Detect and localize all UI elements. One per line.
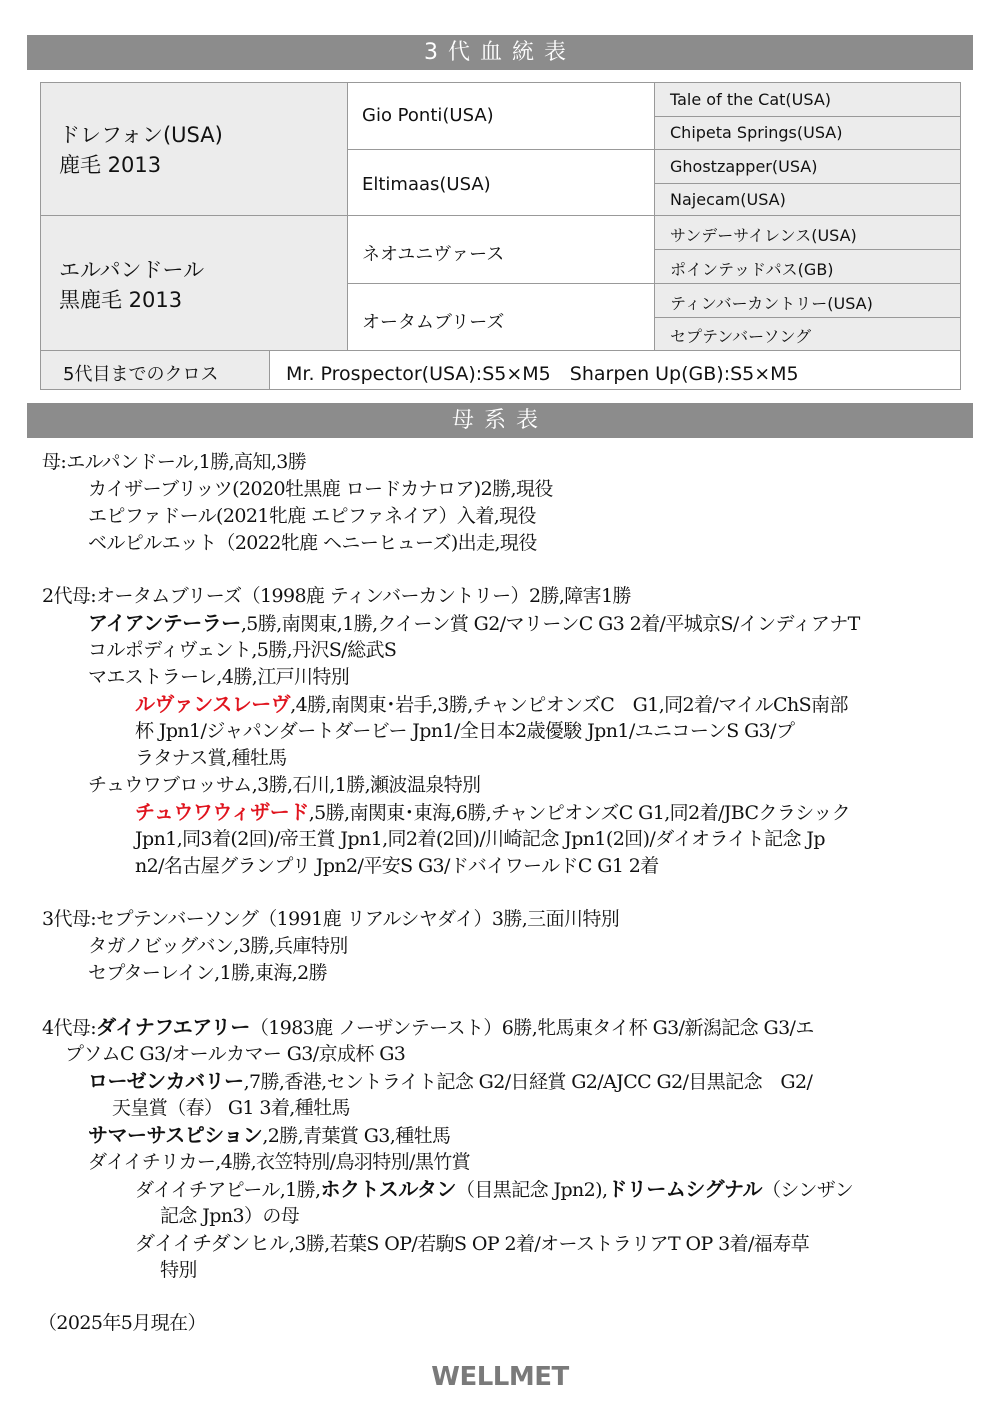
family-entry — [135, 1177, 853, 1202]
great-grandparent-name: ティンバーカントリー(USA) — [670, 294, 873, 313]
dam-offspring: エピファドール(2021牝鹿 エピファネイア）入着,現役 — [88, 505, 536, 527]
great-grandparent-cell — [654, 283, 961, 318]
family-entry — [135, 1231, 809, 1256]
great-grandparent-name: セプテンバーソング — [670, 327, 812, 346]
horse-name: ローゼンカバリー — [88, 1069, 244, 1093]
wellmet-logo: WELLMET — [431, 1362, 569, 1392]
great-grandparent-cell — [654, 317, 961, 351]
horse-name: ダイナフエアリー — [96, 1015, 250, 1039]
horse-name: サマーサスピション — [88, 1123, 263, 1147]
fourth-dam-line — [42, 1015, 814, 1040]
entry-continuation: 記念 Jpn3）の母 — [160, 1205, 300, 1227]
family-entry: ダイイチリカー,4勝,衣笠特別/鳥羽特別/黒竹賞 — [88, 1151, 471, 1173]
great-grandparent-name: ポインテッドパス(GB) — [670, 260, 834, 279]
grandparent-name: ネオユニヴァース — [362, 244, 505, 265]
sire-info: 鹿毛 2013 — [59, 153, 162, 177]
cross-value: Mr. Prospector(USA):S5×M5 Sharpen Up(GB):S5×M5 — [286, 363, 799, 385]
entry-detail: ,4勝,南関東･岩手,3勝,チャンピオンズC G1,同2着/マイルChS南部 — [290, 694, 848, 716]
pedigree-header: 3代血統表 — [27, 35, 973, 70]
entry-detail: ,5勝,南関東･東海,6勝,チャンピオンズC G1,同2着/JBCクラシック — [308, 802, 851, 824]
horse-name: アイアンテーラー — [88, 611, 241, 635]
horse-name: ダイイチダンヒル — [135, 1231, 289, 1255]
entry-detail: （シンザン — [762, 1179, 854, 1201]
grandparent-name: オータムブリーズ — [362, 312, 505, 333]
entry-detail: （1983鹿 ノーザンテースト）6勝,牝馬東タイ杯 G3/新潟記念 G3/エ — [249, 1017, 814, 1039]
entry-continuation: n2/名古屋グランプリ Jpn2/平安S G3/ドバイワールドC G1 2着 — [135, 855, 659, 877]
grandparent-cell — [347, 149, 655, 216]
great-grandparent-cell — [654, 149, 961, 184]
grandparent-cell — [347, 283, 655, 351]
dam-cell — [40, 215, 348, 351]
dam-offspring: カイザーブリッツ(2020牡黒鹿 ロードカナロア)2勝,現役 — [88, 478, 553, 500]
sire-cell — [40, 82, 348, 216]
family-entry — [88, 611, 860, 636]
entry-detail: （目黒記念 Jpn2), — [456, 1179, 608, 1201]
grandparent-name: Eltimaas(USA) — [362, 174, 491, 195]
family-entry — [88, 1123, 450, 1148]
cross-label: 5代目までのクロス — [63, 364, 219, 385]
dam-name: エルパンドール — [59, 258, 205, 282]
family-entry — [88, 1069, 812, 1094]
family-entry — [135, 800, 850, 825]
family-entry — [135, 692, 848, 717]
family-entry: セプターレイン,1勝,東海,2勝 — [88, 962, 328, 984]
great-grandparent-name: サンデーサイレンス(USA) — [670, 226, 857, 245]
sire-name: ドレフォン(USA) — [59, 123, 223, 147]
entry-continuation: Jpn1,同3着(2回)/帝王賞 Jpn1,同2着(2回)/川崎記念 Jpn1(2回)/ダイオライト記念 Jp — [135, 828, 825, 850]
dam-offspring: ベルピルエット（2022牝鹿 ヘニーヒューズ)出走,現役 — [88, 532, 537, 554]
great-grandparent-name: Najecam(USA) — [670, 190, 786, 209]
dam-info: 黒鹿毛 2013 — [59, 288, 183, 312]
great-grandparent-cell — [654, 183, 961, 216]
great-grandparent-cell — [654, 82, 961, 117]
horse-name: ホクトスルタン — [320, 1177, 456, 1201]
date-note: （2025年5月現在） — [38, 1312, 206, 1334]
entry-detail: ,3勝,若葉S OP/若駒S OP 2着/オーストラリアT OP 3着/福寿草 — [288, 1233, 809, 1255]
horse-name: ドリームシグナル — [607, 1177, 763, 1201]
entry-continuation: 天皇賞（春） G1 3着,種牡馬 — [112, 1097, 350, 1119]
family-header: 母系表 — [27, 403, 973, 438]
grandparent-cell — [347, 82, 655, 150]
highlight-horse-name: チュウワウィザード — [135, 800, 309, 824]
entry-detail: ,7勝,香港,セントライト記念 G2/日経賞 G2/AJCC G2/目黒記念 G2/ — [243, 1071, 813, 1093]
highlight-horse-name: ルヴァンスレーヴ — [135, 692, 291, 716]
cross-value-cell — [269, 350, 961, 390]
entry-detail: ,5勝,南関東,1勝,クイーン賞 G2/マリーンC G3 2着/平城京S/インディアナT — [240, 613, 860, 635]
entry-continuation: 特別 — [160, 1259, 197, 1281]
entry-continuation: 杯 Jpn1/ジャパンダートダービー Jpn1/全日本2歳優駿 Jpn1/ユニコーンS G3/プ — [135, 720, 795, 742]
great-grandparent-name: Tale of the Cat(USA) — [670, 90, 831, 109]
cross-label-cell — [40, 350, 270, 390]
family-entry: コルポディヴェント,5勝,丹沢S/総武S — [88, 639, 397, 661]
dam-line: 母:エルパンドール,1勝,高知,3勝 — [42, 451, 307, 473]
grandparent-name: Gio Ponti(USA) — [362, 105, 494, 126]
second-dam-line: 2代母:オータムブリーズ（1998鹿 ティンバーカントリー）2勝,障害1勝 — [42, 585, 631, 607]
great-grandparent-name: Ghostzapper(USA) — [670, 157, 818, 176]
grandparent-cell — [347, 215, 655, 284]
family-entry: タガノビッグバン,3勝,兵庫特別 — [88, 935, 348, 957]
entry-continuation: ラタナス賞,種牡馬 — [135, 747, 287, 769]
great-grandparent-cell — [654, 116, 961, 150]
entry-detail: ,2勝,青葉賞 G3,種牡馬 — [262, 1125, 451, 1147]
entry-continuation: プソムC G3/オールカマー G3/京成杯 G3 — [65, 1043, 406, 1065]
line-prefix: 4代母: — [42, 1017, 97, 1039]
great-grandparent-cell — [654, 249, 961, 284]
family-entry: チュウワブロッサム,3勝,石川,1勝,瀬波温泉特別 — [88, 774, 481, 796]
great-grandparent-name: Chipeta Springs(USA) — [670, 123, 843, 142]
great-grandparent-cell — [654, 215, 961, 250]
entry-detail: ダイイチアピール,1勝, — [135, 1179, 321, 1201]
family-entry: マエストラーレ,4勝,江戸川特別 — [88, 666, 350, 688]
third-dam-line: 3代母:セプテンバーソング（1991鹿 リアルシヤダイ）3勝,三面川特別 — [42, 908, 620, 930]
